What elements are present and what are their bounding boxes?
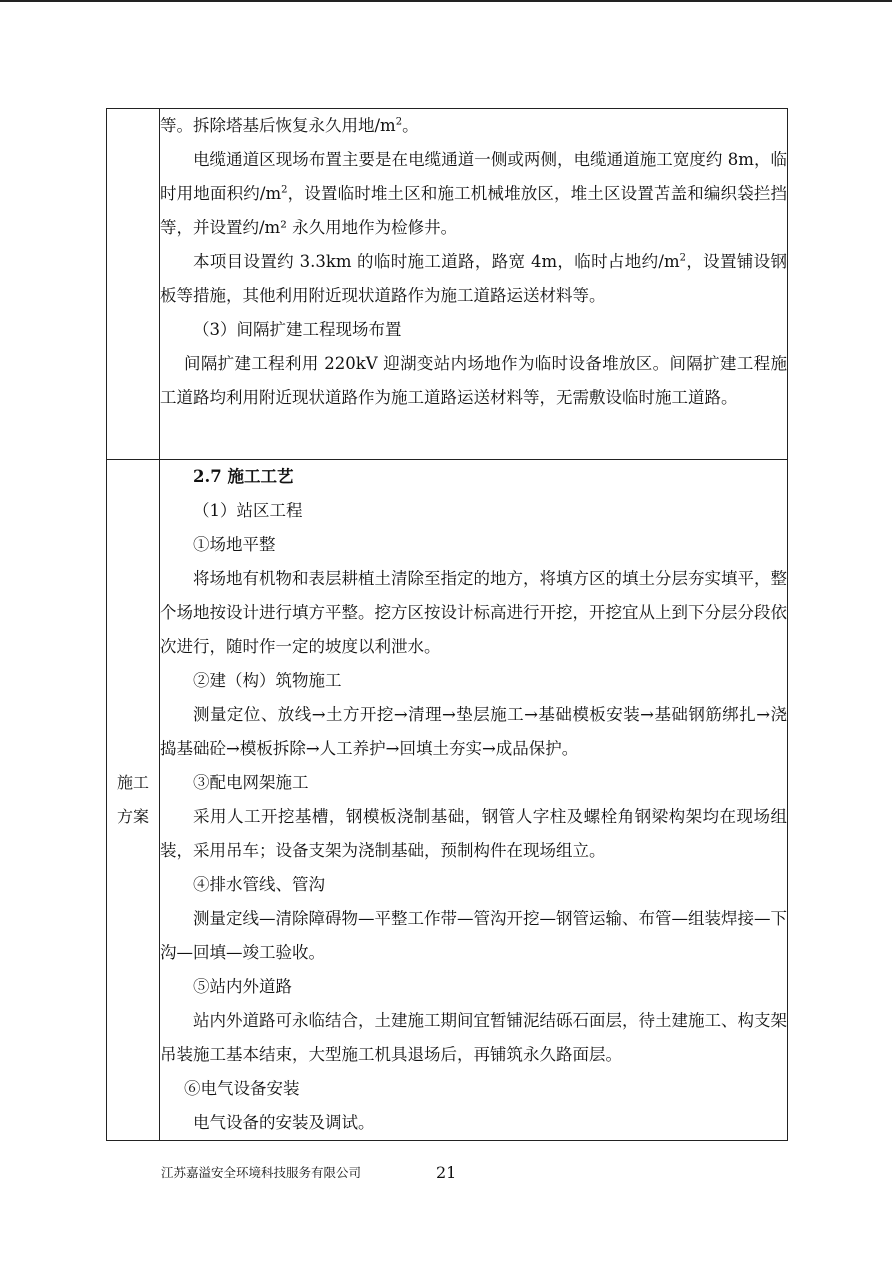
footer-company-name: 江苏嘉溢安全环境科技服务有限公司 [161, 1165, 362, 1180]
label-line-2: 方案 [116, 807, 149, 826]
paragraph [160, 970, 787, 1004]
paragraph-text: ⑤站内外道路 [193, 977, 292, 996]
paragraph-text: 将场地有机物和表层耕植土清除至指定的地方，将填方区的填土分层夯实填平，整个场地按设计进行填方平整。挖方区按设计标高进行开挖，开挖宜从上到下分层分段依次进行，随时作一定的坡度以利泄水。 [160, 569, 787, 656]
paragraph-text: 电气设备的安装及调试。 [193, 1113, 375, 1132]
paragraph [160, 460, 787, 494]
paragraph-text: 间隔扩建工程利用 220kV 迎湖变站内场地作为临时设备堆放区。间隔扩建工程施工道路均利用附近现状道路作为施工道路运送材料等，无需敷设临时施工道路。 [160, 354, 787, 407]
paragraph [160, 698, 787, 766]
paragraph-text: ⑥电气设备安装 [184, 1079, 300, 1098]
paragraph-text: 测量定线—清除障碍物—平整工作带—管沟开挖—钢管运输、布管—组装焊接—下沟—回填—竣工验收。 [160, 909, 787, 962]
paragraph [160, 800, 787, 868]
paragraph-text-tail: ，设置铺设钢板等措施，其他利用附近现状道路作为施工道路运送材料等。 [160, 252, 788, 305]
table-row [107, 460, 788, 1141]
label-line-1: 施工 [116, 773, 149, 792]
paragraph [160, 313, 787, 347]
paragraph [160, 1106, 787, 1140]
paragraph-text: ①场地平整 [193, 535, 276, 554]
content-table [106, 108, 788, 1141]
paragraph-text: 2.7 施工工艺 [193, 467, 294, 486]
paragraph [160, 1072, 787, 1106]
paragraph [160, 245, 787, 313]
paragraph-text: ②建（构）筑物施工 [193, 671, 342, 690]
table-row [107, 109, 788, 460]
paragraph-text-tail: ，设置临时堆土区和施工机械堆放区，堆土区设置苫盖和编织袋拦挡等，并设置约/m² 永久用地作为检修井。 [160, 184, 787, 237]
paragraph [160, 868, 787, 902]
row-label-empty [107, 109, 160, 460]
paragraph [160, 347, 787, 415]
paragraph-text-tail: 。 [402, 116, 419, 135]
paragraph-text: 采用人工开挖基槽，钢模板浇制基础，钢管人字柱及螺栓角钢梁构架均在现场组装，采用吊车；设备支架为浇制基础，预制构件在现场组立。 [160, 807, 787, 860]
paragraph [160, 528, 787, 562]
paragraph-text: 等。拆除塔基后恢复永久用地/m [160, 116, 396, 135]
superscript: 2 [281, 184, 288, 196]
row-label-construction-plan [107, 460, 160, 1141]
paragraph-text: 电缆通道区现场布置主要是在电缆通道一侧或两侧，电缆通道施工宽度约 8m，临时用地面积约/m [160, 150, 787, 203]
row-content [160, 109, 788, 460]
paragraph [160, 664, 787, 698]
paragraph [160, 562, 787, 664]
paragraph [160, 902, 787, 970]
paragraph-text: （1）站区工程 [193, 501, 303, 520]
paragraph [160, 1004, 787, 1072]
paragraph [160, 494, 787, 528]
superscript: 2 [679, 252, 687, 264]
paragraph [160, 766, 787, 800]
paragraph [160, 109, 787, 143]
superscript: 2 [395, 116, 403, 128]
paragraph [160, 143, 787, 245]
page-number: 21 [436, 1163, 457, 1182]
paragraph-text: 测量定位、放线→土方开挖→清理→垫层施工→基础模板安装→基础钢筋绑扎→浇捣基础砼→模板拆除→人工养护→回填土夯实→成品保护。 [160, 705, 787, 758]
paragraph-text: 站内外道路可永临结合，土建施工期间宜暂铺泥结砾石面层，待土建施工、构支架吊装施工基本结束，大型施工机具退场后，再铺筑永久路面层。 [160, 1011, 787, 1064]
top-border-line [0, 0, 892, 2]
paragraph-text: ③配电网架施工 [193, 773, 309, 792]
row-content [160, 460, 788, 1141]
paragraph-text: ④排水管线、管沟 [193, 875, 325, 894]
paragraph-text: （3）间隔扩建工程现场布置 [193, 320, 402, 339]
paragraph-text: 本项目设置约 3.3km 的临时施工道路，路宽 4m，临时占地约/m [193, 252, 680, 271]
